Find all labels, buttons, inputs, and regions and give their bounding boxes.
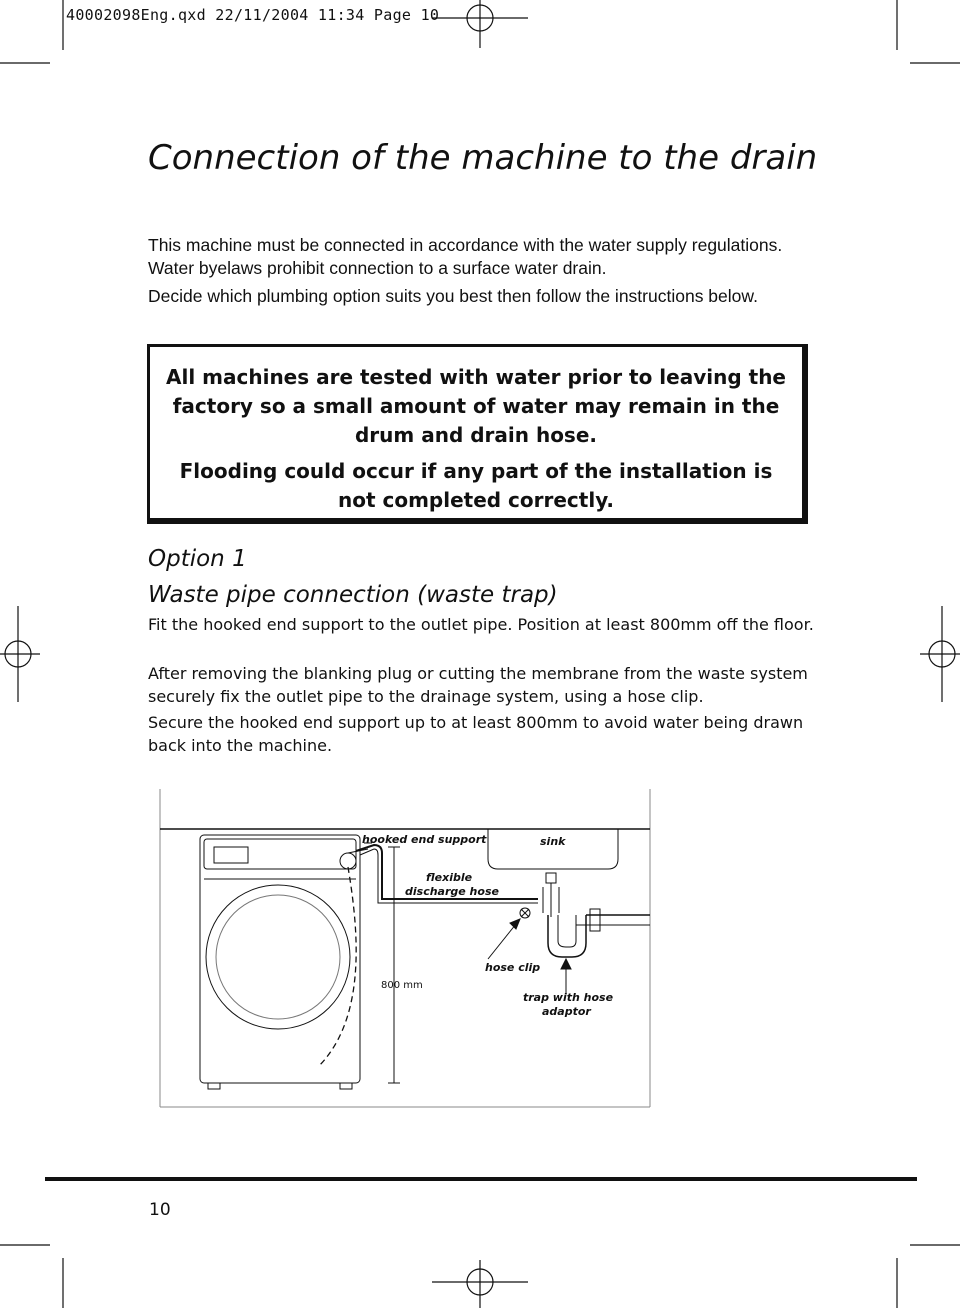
label-800-mm: 800 mm [381,980,423,991]
label-adaptor: adaptor [542,1005,591,1018]
option-heading: Option 1 [148,546,247,572]
drain-connection-diagram [158,787,658,1111]
label-discharge-hose: discharge hose [405,885,499,898]
option-subheading: Waste pipe connection (waste trap) [148,582,558,608]
intro-paragraph-1: This machine must be connected in accordance with the water supply regulations. Water byelaws prohibit connection to a surface water drain. [148,235,783,278]
label-trap-with-hose: trap with hose [523,991,614,1004]
label-sink: sink [540,835,566,848]
print-slug-line: 40002098Eng.qxd 22/11/2004 11:34 Page 10 [66,6,440,24]
warning-text-2: Flooding could occur if any part of the installation is not completed correctly. [179,459,773,512]
footer-rule [45,1177,917,1181]
label-hooked-end-support: hooked end support [362,833,487,846]
page-number: 10 [149,1200,171,1220]
page-title: Connection of the machine to the drain [148,138,818,178]
label-flexible: flexible [426,871,473,884]
intro-paragraph-2: Decide which plumbing option suits you best then follow the instructions below. [148,286,758,306]
instruction-paragraph-3: Secure the hooked end support up to at least 800mm to avoid water being drawn back into the machine. [148,713,804,755]
warning-text-1: All machines are tested with water prior to leaving the factory so a small amount of water may remain in the drum and drain hose. [166,365,786,447]
warning-box [147,344,808,524]
label-hose-clip: hose clip [485,961,541,974]
instruction-paragraph-2: After removing the blanking plug or cutting the membrane from the waste system securely fix the outlet pipe to the drainage system, using a hose clip. [148,664,808,706]
instruction-paragraph-1: Fit the hooked end support to the outlet pipe. Position at least 800mm off the floor. [148,615,814,634]
